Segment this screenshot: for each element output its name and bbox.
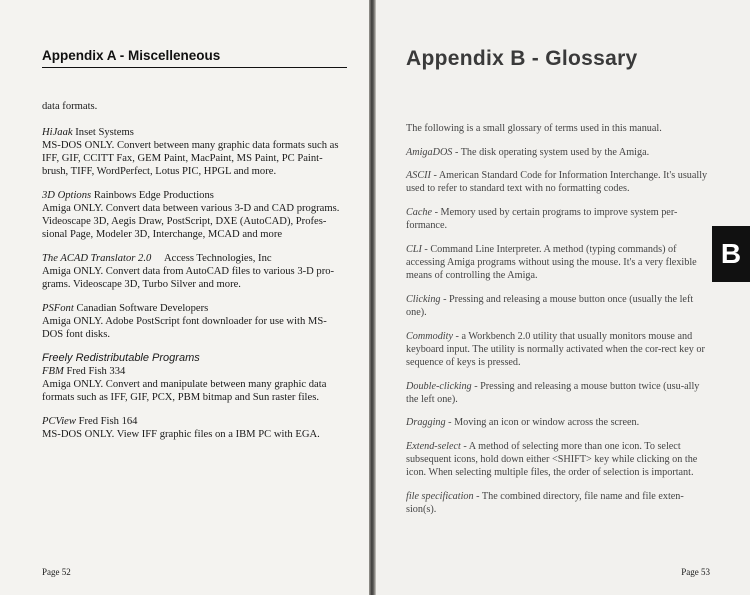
- software-entry: [42, 126, 354, 178]
- description-line: formats such as IFF, GIF, PCX, PBM bitmap and Sun raster files.: [42, 392, 319, 403]
- description-line: Amiga ONLY. Convert data from AutoCAD files to various 3-D pro-: [42, 266, 335, 277]
- intro-text: data formats.: [42, 101, 98, 112]
- software-entry: [42, 352, 354, 404]
- glossary-entry: [406, 243, 711, 283]
- description-line: brush, TIFF, WordPerfect, Lotus PIC, HPGL and more.: [42, 166, 277, 177]
- glossary-definition: - A method of selecting more than one icon. To select subsequent icons, hold down either <SHIFT> key while clicking on the icon. When selecting multiple files, the order of selection is important.: [406, 440, 698, 479]
- product-publisher: Access Technologies, Inc: [153, 253, 272, 264]
- glossary-entry: [406, 146, 711, 159]
- description-line: MS-DOS ONLY. View IFF graphic files on a IBM PC with EGA.: [42, 429, 320, 440]
- right-page-number: Page 53: [681, 567, 710, 577]
- glossary-entry: [406, 380, 711, 406]
- heading-rule: [42, 67, 347, 68]
- description-line: MS-DOS ONLY. Convert between many graphic data formats such as: [42, 140, 339, 151]
- glossary-entry: [406, 293, 711, 319]
- description-line: Amiga ONLY. Convert and manipulate between many graphic data: [42, 379, 327, 390]
- glossary-entry: [406, 490, 711, 516]
- glossary-entry: [406, 206, 711, 232]
- glossary-definition: - American Standard Code for Information Interchange. It's usually used to refer to standard text with no formatting codes.: [406, 170, 708, 195]
- glossary-definition: - Moving an icon or window across the screen.: [445, 417, 640, 429]
- product-publisher: Inset Systems: [75, 127, 134, 138]
- glossary-term: Extend-select: [406, 440, 461, 452]
- left-page-number: Page 52: [42, 567, 71, 577]
- product-publisher: Fred Fish 164: [78, 416, 138, 427]
- left-page-body: [42, 100, 354, 452]
- description-line: grams. Videoscape 3D, Turbo Silver and more.: [42, 279, 241, 290]
- glossary-term: CLI: [406, 243, 422, 255]
- book-gutter: [369, 0, 376, 595]
- product-publisher: Fred Fish 334: [66, 366, 126, 377]
- product-title: The ACAD Translator 2.0: [42, 253, 152, 264]
- left-page-heading: Appendix A - Miscelleneous: [42, 48, 221, 63]
- glossary-definition: - Command Line Interpreter. A method (typing commands) of accessing Amiga programs without using the mouse. It's a very flexible means of controlling the Amiga.: [406, 243, 697, 282]
- software-entry: [42, 302, 354, 341]
- description-line: DOS font disks.: [42, 329, 110, 340]
- glossary-term: Double-clicking: [406, 380, 472, 392]
- glossary-entry: [406, 330, 711, 370]
- glossary-term: Cache: [406, 206, 433, 218]
- description-line: Amiga ONLY. Adobe PostScript font downloader for use with MS-: [42, 316, 327, 327]
- glossary-entry: [406, 169, 711, 195]
- subheading: Freely Redistributable Programs: [42, 352, 200, 364]
- glossary-intro: The following is a small glossary of terms used in this manual.: [406, 123, 662, 134]
- product-title: HiJaak: [42, 127, 73, 138]
- glossary-definition: - Pressing and releasing a mouse button once (usually the left one).: [406, 293, 694, 318]
- right-page: [376, 0, 750, 595]
- glossary-definition: - The disk operating system used by the Amiga.: [452, 146, 650, 158]
- right-page-heading: Appendix B - Glossary: [406, 47, 638, 70]
- glossary-term: ASCII: [406, 170, 431, 182]
- glossary-body: [406, 122, 711, 527]
- description-line: Videoscape 3D, Aegis Draw, PostScript, DXE (AutoCAD), Profes-: [42, 216, 327, 227]
- product-publisher: Canadian Software Developers: [76, 303, 209, 314]
- left-page: [0, 0, 369, 595]
- glossary-term: file specification: [406, 490, 474, 502]
- description-line: sional Page, Modeler 3D, Interchange, MCAD and more: [42, 229, 283, 240]
- glossary-definition: - The combined directory, file name and file exten-sion(s).: [406, 490, 684, 516]
- glossary-definition: - Memory used by certain programs to improve system per-formance.: [406, 206, 678, 232]
- glossary-entry: [406, 440, 711, 480]
- description-line: IFF, GIF, CCITT Fax, GEM Paint, MacPaint, MS Paint, PC Paint-: [42, 153, 323, 164]
- software-entry: [42, 189, 354, 241]
- software-entry: [42, 252, 354, 291]
- product-title: FBM: [42, 366, 64, 377]
- product-title: PCView: [42, 416, 76, 427]
- glossary-entry: [406, 416, 711, 429]
- glossary-term: Commodity: [406, 330, 453, 342]
- software-entry: [42, 415, 354, 441]
- description-line: Amiga ONLY. Convert data between various 3-D and CAD programs.: [42, 203, 340, 214]
- product-title: PSFont: [42, 303, 74, 314]
- section-tab: B: [712, 226, 750, 282]
- glossary-definition: - a Workbench 2.0 utility that usually monitors mouse and keyboard input. The utility is normally activated when the cor-rect key or sequence of keys is pressed.: [406, 330, 705, 368]
- glossary-term: Dragging: [406, 417, 446, 429]
- product-publisher: Rainbows Edge Productions: [93, 190, 214, 201]
- glossary-term: Clicking: [406, 293, 441, 305]
- glossary-definition: - Pressing and releasing a mouse button twice (usu-ally the left one).: [406, 380, 700, 405]
- product-title: 3D Options: [42, 190, 92, 201]
- glossary-term: AmigaDOS: [406, 146, 453, 158]
